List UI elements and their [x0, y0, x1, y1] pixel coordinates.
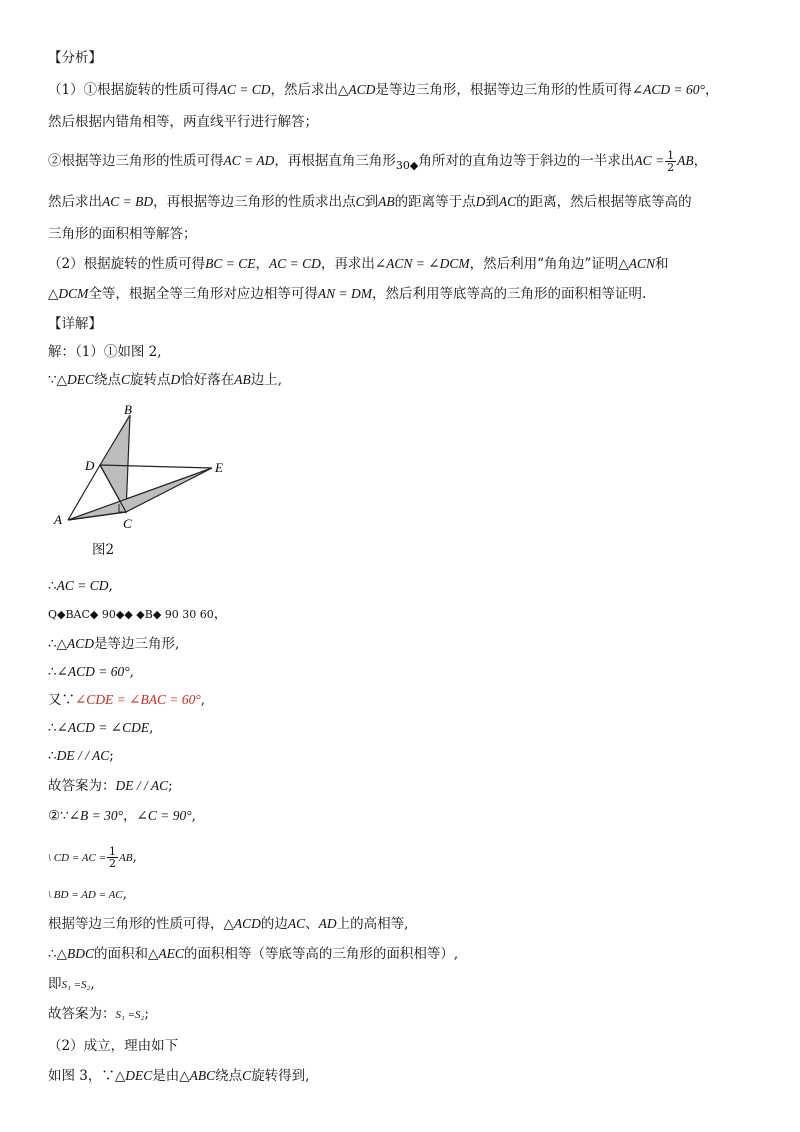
analysis-line-5: 三角形的面积相等解答； [48, 226, 197, 242]
label-b: B [124, 402, 132, 417]
analysis-line-7: △DCM全等，根据全等三角形对应边相等可得AN = DM，然后利用等底等高的三角形的面积相等证明. [48, 286, 647, 302]
detail-line-5: ∴△ACD是等边三角形, [48, 636, 180, 652]
analysis-heading: 【分析】 [48, 50, 102, 66]
analysis-line-2: 然后根据内错角相等，两直线平行进行解答； [48, 114, 318, 130]
detail-line-1: 解：（1）①如图 2, [48, 344, 162, 360]
analysis-line-3: ②根据等边三角形的性质可得AC = AD，再根据直角三角形$_{30◆}$角所对的直角边等于斜边的一半求出AC = $\frac{1}{2}$ AB， [48, 149, 708, 174]
detail-line-19: 如图 3，∵△DEC是由△ABC绕点C旋转得到, [48, 1068, 310, 1084]
analysis-line-6: （2）根据旋转的性质可得BC = CE，AC = CD，再求出∠ACN = ∠DCM，然后利用“角角边”证明△ACN和 [48, 256, 669, 272]
detail-line-13: \ BD = AD = AC, [48, 886, 127, 902]
label-d: D [85, 458, 95, 473]
detail-line-9: ∴DE / / AC; [48, 748, 114, 764]
detail-line-17: 故答案为：S₁ =S₂; [48, 1006, 149, 1022]
analysis-line-1: （1）①根据旋转的性质可得AC = CD，然后求出△ACD是等边三角形，根据等边三角形的性质可得∠ACD = 60°， [48, 82, 719, 98]
shaded-triangle-aec [68, 468, 212, 520]
detail-line-8: ∴∠ACD = ∠CDE, [48, 720, 154, 736]
detail-line-16: 即S₁ =S₂, [48, 976, 95, 992]
label-a: A [54, 512, 62, 527]
detail-line-14: 根据等边三角形的性质可得，△ACD的边AC、AD上的高相等, [48, 916, 409, 932]
detail-line-12: \ CD = AC = $\frac{1}{2}$ AB, [48, 845, 137, 870]
detail-line-7: 又∵∠CDE = ∠BAC = 60°, [48, 692, 206, 708]
detail-line-6: ∴∠ACD = 60°, [48, 664, 134, 680]
detail-line-4: Q◆BAC◆ 90◆◆ ◆B◆ 90 30 60， [48, 606, 228, 622]
detail-line-2: ∵△DEC绕点C旋转点D恰好落在AB边上, [48, 372, 283, 388]
detail-line-11: ②∵∠B = 30°，∠C = 90°, [48, 808, 196, 824]
detail-line-18: （2）成立，理由如下 [48, 1038, 179, 1054]
label-e: E [215, 460, 223, 475]
detail-line-10: 故答案为：DE / / AC; [48, 778, 173, 794]
detail-line-3: ∴AC = CD, [48, 578, 113, 594]
figure-caption: 图2 [92, 542, 115, 558]
analysis-line-4: 然后求出AC = BD，再根据等边三角形的性质求出点C到AB的距离等于点D到AC的距离，然后根据等底等高的 [48, 194, 692, 210]
label-c: C [123, 516, 132, 531]
geometry-figure-2 [52, 400, 242, 535]
detail-heading: 【详解】 [48, 316, 102, 332]
shaded-triangle-dbc [100, 415, 130, 512]
detail-line-15: ∴△BDC的面积和△AEC的面积相等（等底等高的三角形的面积相等）, [48, 946, 459, 962]
